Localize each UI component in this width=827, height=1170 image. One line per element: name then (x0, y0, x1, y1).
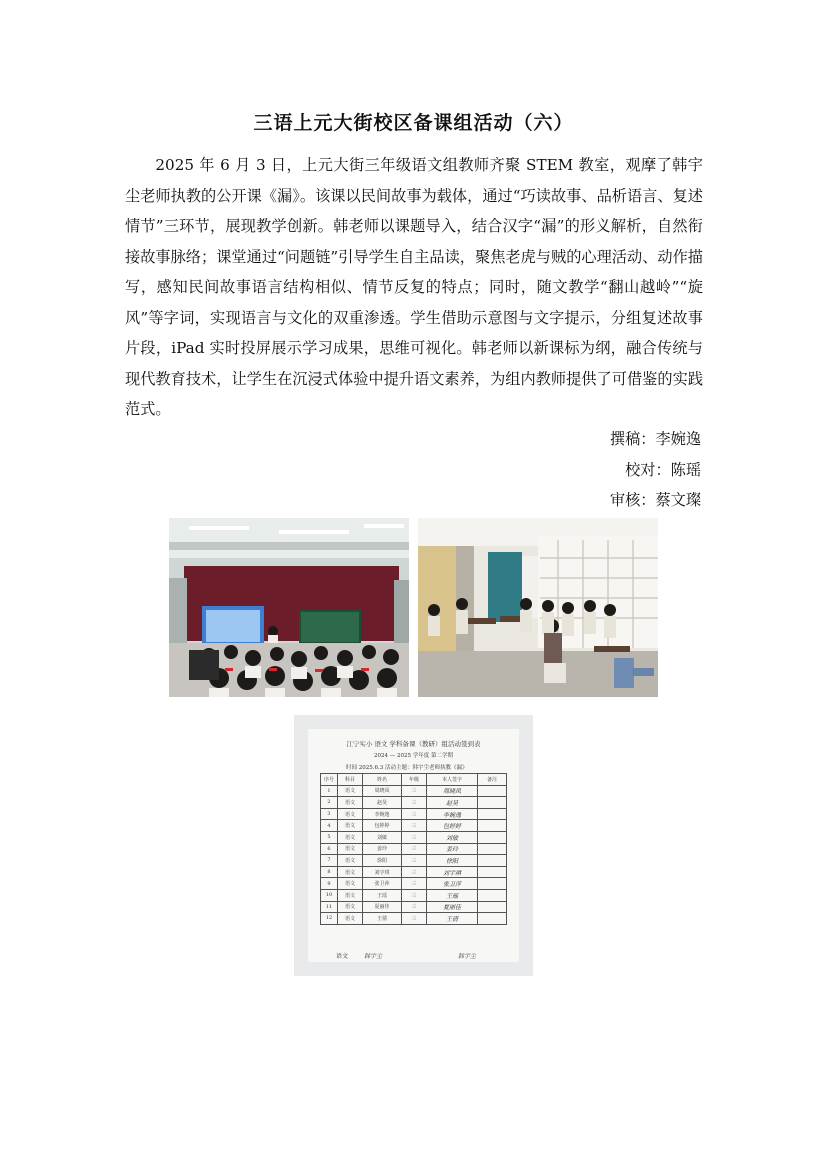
table-row (321, 843, 507, 855)
cell-note (478, 820, 507, 832)
proofreader-credit: 校对：陈瑶 (625, 460, 701, 479)
table-row (321, 889, 507, 901)
sign-in-sheet-photo (294, 715, 533, 976)
cell-subject: 语文 (338, 901, 363, 913)
cell-signature: 李婉逸 (427, 808, 478, 820)
cell-name: 徐阳 (363, 855, 402, 867)
cell-grade: 三 (402, 785, 427, 797)
sheet-footer (336, 951, 490, 960)
cell-name: 姜玲 (363, 843, 402, 855)
cell-name: 刘敏 (363, 831, 402, 843)
cell-index: 2 (321, 797, 338, 809)
cell-name: 王倩 (363, 913, 402, 925)
cell-note (478, 878, 507, 890)
table-row (321, 808, 507, 820)
cell-subject: 语文 (338, 913, 363, 925)
sheet-topic: 时间 2025.6.3 活动主题：韩宇尘老师执教《漏》 (346, 765, 468, 771)
cell-grade: 三 (402, 843, 427, 855)
sign-in-sheet (308, 729, 519, 962)
cell-note (478, 889, 507, 901)
table-row (321, 831, 507, 843)
cell-name: 张卫萍 (363, 878, 402, 890)
cell-note (478, 901, 507, 913)
cell-signature: 刘宇琪 (427, 866, 478, 878)
cell-signature: 王瑶 (427, 889, 478, 901)
cell-name: 李婉逸 (363, 808, 402, 820)
table-row (321, 785, 507, 797)
cell-signature: 刘敏 (427, 831, 478, 843)
cell-note (478, 855, 507, 867)
cell-subject: 语文 (338, 843, 363, 855)
cell-signature: 张卫萍 (427, 878, 478, 890)
cell-index: 9 (321, 878, 338, 890)
cell-index: 1 (321, 785, 338, 797)
footer-subject: 语文 (336, 953, 349, 960)
cell-grade: 三 (402, 820, 427, 832)
cell-signature: 周晓凤 (427, 785, 478, 797)
cell-subject: 语文 (338, 785, 363, 797)
cell-grade: 三 (402, 889, 427, 901)
cell-grade: 三 (402, 808, 427, 820)
cell-index: 8 (321, 866, 338, 878)
header-cell: 科目 (338, 774, 363, 786)
classroom-photo (169, 518, 409, 697)
table-row (321, 878, 507, 890)
sheet-title: 江宁实小 语文 学科备课（教研）组活动签到表 (346, 740, 481, 748)
cell-name: 夏丽佳 (363, 901, 402, 913)
header-cell: 年级 (402, 774, 427, 786)
table-row (321, 866, 507, 878)
table-row (321, 855, 507, 867)
writer-credit: 撰稿：李婉逸 (609, 430, 701, 448)
cell-index: 7 (321, 855, 338, 867)
cell-subject: 语文 (338, 878, 363, 890)
cell-name: 王瑶 (363, 889, 402, 901)
cell-note (478, 913, 507, 925)
article-body: 2025 年 6 月 3 日，上元大街三年级语文组教师齐聚 STEM 教室，观摩了韩宇尘老师执教的公开课《漏》。该课以民间故事为载体，通过“巧读故事、品析语言、复述情节”三环节，展现教学创新。韩老师以课题导入，结合汉字“漏”的形义解析，自然衔接故事脉络；课堂通过“问题链”引导学生自主品读，聚焦老虎与贼的心理活动、动作描写，感知民间故事语言结构相似、情节反复的特点；同时，随文教学“翻山越岭”“旋风”等字词，实现语言与文化的双重渗透。学生借助示意图与文字提示，分组复述故事片段，iPad 实时投屏展示学习成果，思维可视化。韩老师以新课标为纲，融合传统与现代教育技术，让学生在沉浸式体验中提升语文素养，为组内教师提供了可借鉴的实践范式。 (125, 156, 703, 418)
cell-subject: 语文 (338, 855, 363, 867)
table-row (321, 913, 507, 925)
cell-index: 10 (321, 889, 338, 901)
cell-signature: 王倩 (427, 913, 478, 925)
header-cell: 序号 (321, 774, 338, 786)
cell-note (478, 785, 507, 797)
cell-subject: 语文 (338, 797, 363, 809)
table-header-row (321, 774, 507, 786)
reviewer-credit: 审核：蔡文璨 (609, 491, 701, 509)
cell-subject: 语文 (338, 808, 363, 820)
cell-grade: 三 (402, 866, 427, 878)
credits (610, 424, 701, 516)
cell-signature: 徐阳 (427, 855, 478, 867)
cell-subject: 语文 (338, 866, 363, 878)
cell-name: 赵昊 (363, 797, 402, 809)
cell-signature: 夏丽佳 (427, 901, 478, 913)
cell-name: 周晓凤 (363, 785, 402, 797)
cell-note (478, 797, 507, 809)
cell-note (478, 831, 507, 843)
cell-index: 3 (321, 808, 338, 820)
cell-index: 12 (321, 913, 338, 925)
cell-grade: 三 (402, 878, 427, 890)
table-row (321, 797, 507, 809)
cell-signature: 姜玲 (427, 843, 478, 855)
header-cell: 备注 (478, 774, 507, 786)
table-row (321, 820, 507, 832)
cell-grade: 三 (402, 797, 427, 809)
host-signature: 韩宇尘 (363, 953, 382, 960)
header-cell: 本人签字 (427, 774, 478, 786)
cell-signature: 赵昊 (427, 797, 478, 809)
meeting-photo (418, 518, 658, 697)
cell-index: 6 (321, 843, 338, 855)
cell-index: 11 (321, 901, 338, 913)
cell-subject: 语文 (338, 831, 363, 843)
cell-signature: 包婷婷 (427, 820, 478, 832)
page-title: 三语上元大街校区备课组活动（六） (253, 112, 574, 134)
cell-grade: 三 (402, 855, 427, 867)
cell-grade: 三 (402, 831, 427, 843)
header-cell: 姓名 (363, 774, 402, 786)
cell-subject: 语文 (338, 820, 363, 832)
cell-name: 包婷婷 (363, 820, 402, 832)
table-row (321, 901, 507, 913)
speaker-signature: 韩宇尘 (457, 953, 476, 960)
cell-note (478, 866, 507, 878)
cell-name: 刘宇琪 (363, 866, 402, 878)
cell-note (478, 808, 507, 820)
sheet-subtitle: 2024 — 2025 学年度 第二学期 (374, 753, 453, 759)
cell-grade: 三 (402, 913, 427, 925)
cell-index: 4 (321, 820, 338, 832)
cell-subject: 语文 (338, 889, 363, 901)
cell-grade: 三 (402, 901, 427, 913)
sign-in-table (320, 773, 507, 925)
cell-note (478, 843, 507, 855)
cell-index: 5 (321, 831, 338, 843)
